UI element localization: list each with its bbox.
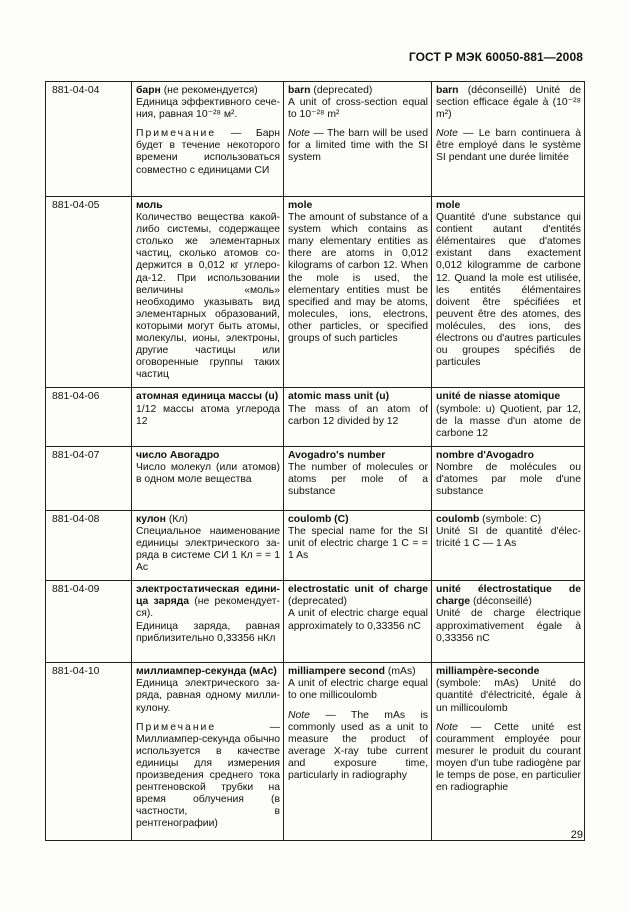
ru-note-lead: Примечание (136, 721, 217, 733)
en-note (288, 710, 428, 783)
term-code: 881-04-09 (46, 581, 132, 663)
english-cell (284, 510, 432, 580)
english-cell (284, 446, 432, 510)
page-number: 29 (570, 829, 583, 841)
french-cell (432, 197, 585, 388)
ru-definition: 1/12 массы атома углерода 12 (136, 403, 280, 427)
ru-term: миллиампер-секунда (мАс) (136, 666, 277, 678)
russian-cell (132, 446, 284, 510)
fr-note (436, 128, 581, 164)
ru-term: число Авогадро (136, 449, 220, 461)
en-qualifier: (mAs) (385, 666, 416, 678)
fr-note (436, 722, 581, 795)
en-term: atomic mass unit (u) (288, 391, 390, 403)
table-row (46, 510, 585, 580)
ru-term: моль (136, 200, 163, 211)
fr-note-text: — Cette unité est couramment employée pour mesurer le produit du courant moyen d'un tube radiogène par le temps de pose, en particulier en radiographie (436, 721, 581, 794)
english-cell (284, 197, 432, 388)
ru-term: барн (136, 85, 161, 96)
en-note-text: — The barn will be used for a limited time with the SI system (288, 128, 428, 164)
ru-note-text: — Барн будет в течение некоторого времени использоваться совместно с единицами СИ (136, 128, 280, 176)
ru-qualifier: (не рекомендуется) (160, 85, 258, 96)
fr-note-lead: Note (436, 721, 458, 733)
ru-note-lead: Примечание (136, 128, 217, 140)
fr-definition: Nombre de molécules ou d'atomes par mole d'une substance (436, 461, 581, 498)
fr-note-lead: Note (436, 128, 458, 140)
russian-cell (132, 581, 284, 663)
fr-term: nombre d'Avogadro (436, 449, 534, 461)
russian-cell (132, 388, 284, 446)
term-code: 881-04-08 (46, 510, 132, 580)
en-term: Avogadro's number (288, 449, 386, 461)
table-row (46, 388, 585, 446)
table-row (46, 581, 585, 663)
fr-term: barn (436, 85, 459, 96)
fr-definition: (symbole: u) Quotient, par 12, de la masse d'un atome de carbone 12 (436, 403, 581, 439)
en-definition: The special name for the SI unit of electric charge 1 C = = 1 As (288, 525, 428, 562)
russian-cell (132, 663, 284, 841)
fr-term: coulomb (436, 513, 480, 525)
en-definition: A unit of electric charge equal to one millicoulomb (288, 678, 428, 702)
table-row (46, 197, 585, 388)
table-row (46, 663, 585, 841)
english-cell (284, 388, 432, 446)
en-term: mole (288, 200, 313, 211)
en-qualifier: (deprecated) (288, 596, 347, 608)
fr-definition: Unité de charge électrique approximativement égale à 0,33356 nC (436, 608, 581, 644)
ru-definition: Единица эффективного сечения, равная 10⁻²⁸ м². (136, 97, 280, 121)
ru-qualifier: (Кл) (165, 513, 188, 525)
en-definition: A unit of electric charge equal approximately to 0,33356 nC (288, 608, 428, 632)
en-note-lead: Note (288, 128, 310, 140)
fr-definition: Unité SI de quantité d'électricité 1 C — 1 As (436, 525, 581, 549)
ru-term: кулон (136, 513, 166, 525)
english-cell (284, 581, 432, 663)
fr-qualifier: (déconseillé) Unité de section efficace égale à (10⁻²⁸ m²) (436, 85, 581, 121)
fr-term: mole (436, 200, 461, 211)
ru-definition: Количество вещества какойлибо системы, содержащее столько же элементарных частиц, сколько атомов содержится в 0,012 кг углерода-12. При использовании величины «моль» необходимо указывать вид элементарных образований, которыми могут быть атомы, молекулы, ионы, электроны, другие частицы или оговоренные группы таких частиц (136, 212, 280, 381)
french-cell (432, 388, 585, 446)
term-code: 881-04-05 (46, 197, 132, 388)
en-note-text: — The mAs is commonly used as a unit to measure the product of average X-ray tube current and exposure time, particularly in radiography (288, 709, 428, 781)
ru-definition: Единица электрического заряда, равная одному милликулону. (136, 678, 280, 714)
fr-note-text: — Le barn continuera à être employé dans le système SI pendant une durée limitée (436, 128, 581, 164)
document-header: ГОСТ Р МЭК 60050-881—2008 (408, 50, 583, 64)
table-row (46, 446, 585, 510)
english-cell (284, 82, 432, 197)
terms-table (45, 81, 585, 841)
french-cell (432, 663, 585, 841)
en-term: electrostatic unit of charge (288, 584, 428, 596)
en-term: coulomb (C) (288, 513, 349, 525)
fr-definition: (symbole: mAs) Unité do quantité d'électricité, égale à un millicoulomb (436, 678, 581, 714)
en-term: barn (288, 85, 311, 96)
fr-term: milliampère-seconde (436, 666, 540, 678)
fr-term: unité électrostatique de charge (436, 584, 581, 608)
ru-qualifier: (не рекомендуется). (136, 596, 280, 620)
en-definition: The mass of an atom of carbon 12 divided by 12 (288, 403, 428, 427)
table-row (46, 82, 585, 197)
russian-cell (132, 197, 284, 388)
french-cell (432, 581, 585, 663)
fr-qualifier: (symbole: C) (479, 513, 542, 525)
ru-note-text: — Миллиампер-секунда обычно используется в качестве единицы для измерения произведения среднего тока рентгеновской трубки на время облучения (в частности, в рентгенографии) (136, 721, 280, 830)
ru-definition: Единица заряда, равная приблизительно 0,33356 нКл (136, 620, 280, 644)
fr-term: unité de niasse atomique (436, 391, 561, 403)
term-code: 881-04-04 (46, 82, 132, 197)
french-cell (432, 510, 585, 580)
russian-cell (132, 82, 284, 197)
en-note-lead: Note (288, 709, 310, 721)
french-cell (432, 82, 585, 197)
en-definition: The amount of substance of a system which contains as many elementary entities as there are atoms in 0,012 kilograms of carbon 12. When the mole is used, the elementary entities must be specified and may be atoms, molecules, ions, electrons, other particles, or specified groups of such particles (288, 212, 428, 345)
english-cell (284, 663, 432, 841)
russian-cell (132, 510, 284, 580)
ru-note (136, 128, 280, 176)
fr-qualifier: (déconseillé) (470, 596, 532, 608)
en-qualifier: (deprecated) (310, 85, 373, 96)
fr-definition: Quantité d'une substance qui contient autant d'entités élémentaires que d'atomes existant dans exactement 0,012 kilogramme de carbone 12. Quand la mole est utilisée, les entités élémentaires doivent être spécifiées et peuvent être des atomes, des molécules, des ions, des électrons ou d'autres particules ou groupes spécifiés de particules (436, 212, 581, 369)
ru-term: электростатическая единица заряда (136, 584, 280, 608)
ru-term: атомная единица массы (u) (136, 391, 279, 403)
en-definition: The number of molecules or atoms per mole of a substance (288, 461, 428, 498)
ru-note (136, 722, 280, 831)
term-code: 881-04-07 (46, 446, 132, 510)
en-term: milliampere second (288, 666, 386, 678)
ru-definition: Число молекул (или атомов) в одном моле вещества (136, 461, 280, 485)
en-note (288, 128, 428, 164)
french-cell (432, 446, 585, 510)
ru-definition: Специальное наименование единицы электрического заряда в системе СИ 1 Кл = = 1 Ас (136, 525, 280, 574)
term-code: 881-04-10 (46, 663, 132, 841)
en-definition: A unit of cross-section equal to 10⁻²⁸ m² (288, 97, 428, 121)
term-code: 881-04-06 (46, 388, 132, 446)
